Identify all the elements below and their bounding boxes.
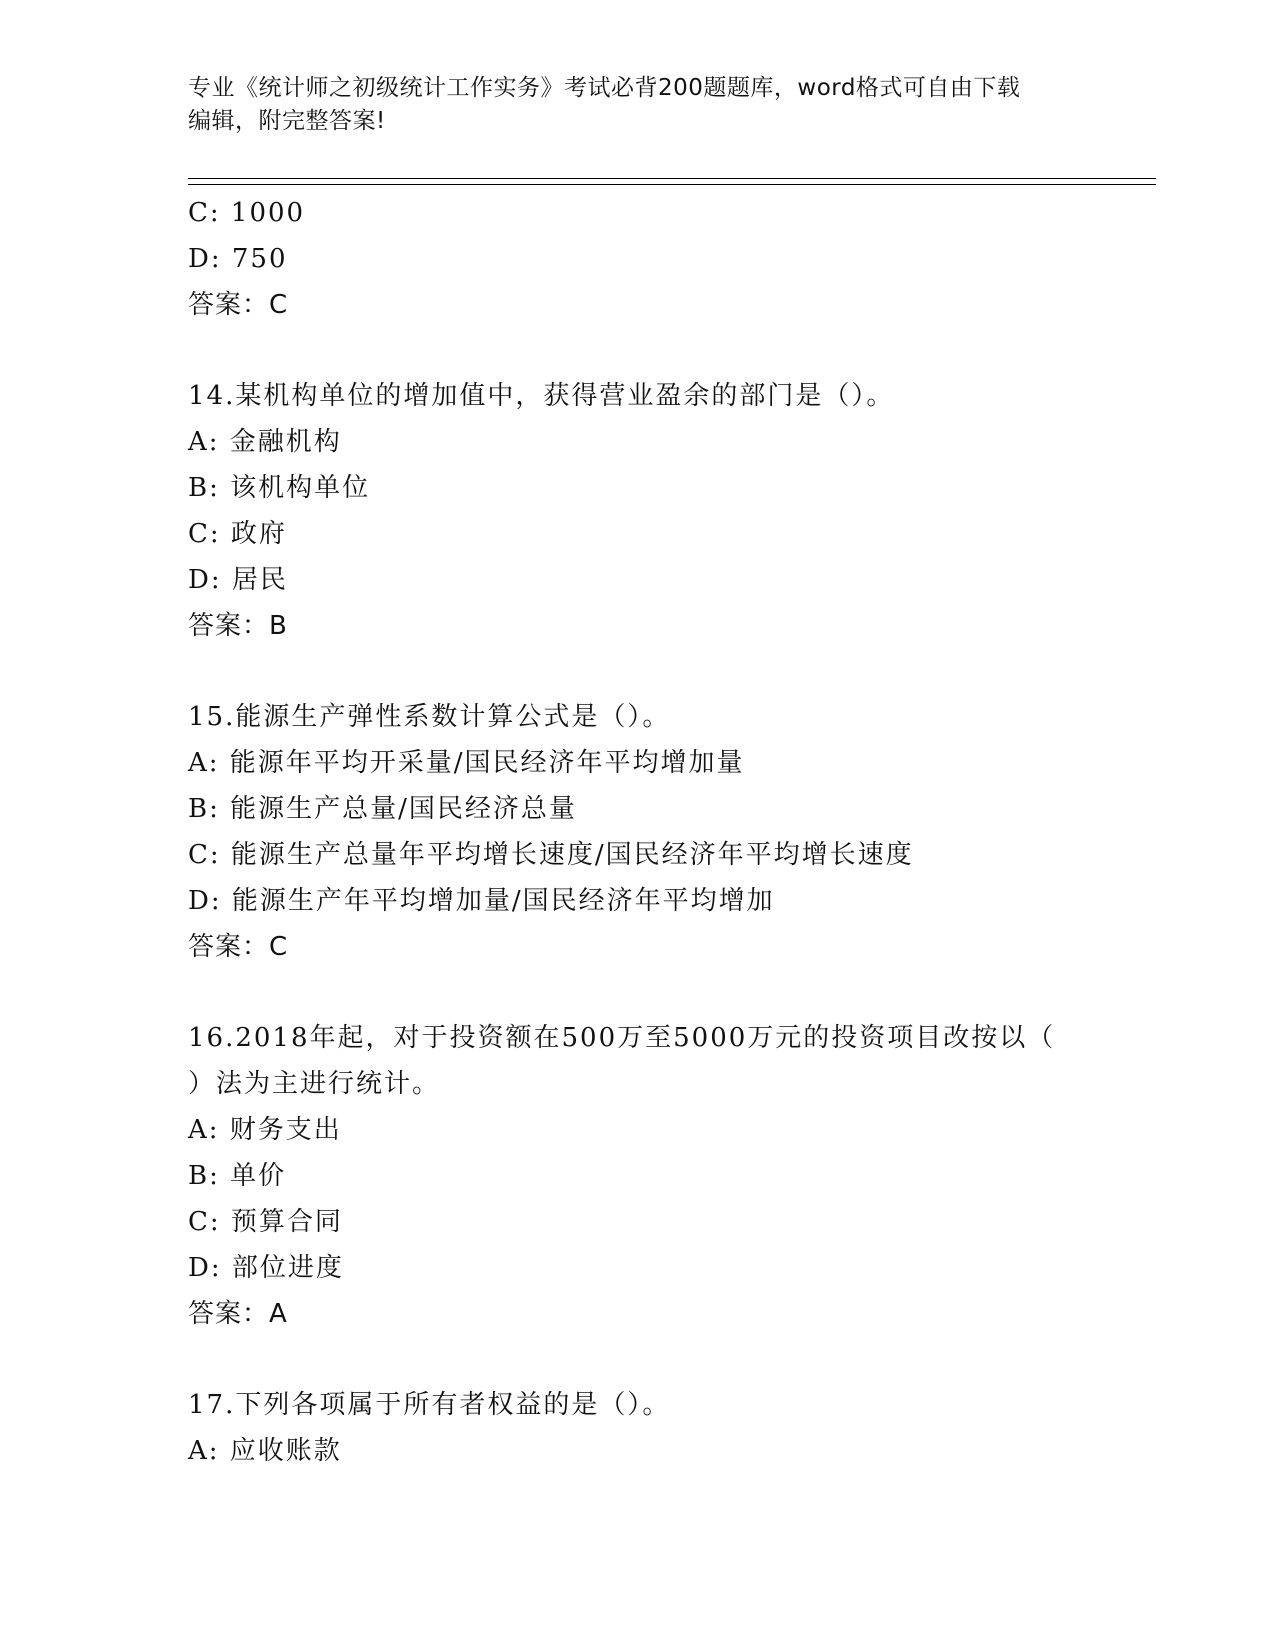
answer-label: 答案：A	[188, 1299, 288, 1329]
answer-label: 答案：B	[188, 611, 288, 641]
option-b: B: 能源生产总量/国民经济总量	[188, 794, 577, 824]
option-c: C: 能源生产总量年平均增长速度/国民经济年平均增长速度	[188, 840, 914, 870]
question-14	[188, 373, 1088, 649]
question-stem: 14.某机构单位的增加值中，获得营业盈余的部门是（）。	[188, 381, 895, 411]
option-a: A: 财务支出	[188, 1115, 342, 1145]
option-d: D: 部位进度	[188, 1253, 344, 1283]
option-b: B: 该机构单位	[188, 473, 371, 503]
option-d: D: 居民	[188, 565, 288, 595]
option-a: A: 应收账款	[188, 1436, 342, 1466]
question-16	[188, 1015, 1088, 1337]
option-d: D: 能源生产年平均增加量/国民经济年平均增加	[188, 886, 775, 916]
spacer	[188, 328, 1088, 373]
question-stem: 15.能源生产弹性系数计算公式是（）。	[188, 702, 671, 732]
option-c: C: 政府	[188, 519, 287, 549]
question-15	[188, 694, 1088, 970]
option-c: C: 1000	[188, 198, 306, 228]
question-stem: 17.下列各项属于所有者权益的是（）。	[188, 1390, 671, 1420]
spacer	[188, 1337, 1088, 1382]
option-d: D: 750	[188, 244, 288, 274]
header-title-line-1: 专业《统计师之初级统计工作实务》考试必背200题题库，word格式可自由下载	[188, 75, 1021, 101]
document-header	[188, 72, 1088, 138]
header-divider	[188, 178, 1156, 185]
option-a: A: 金融机构	[188, 427, 342, 457]
answer-label: 答案：C	[188, 932, 289, 962]
question-stem-line-1: 16.2018年起，对于投资额在500万至5000万元的投资项目改按以（	[188, 1023, 1056, 1053]
option-b: B: 单价	[188, 1161, 287, 1191]
question-17	[188, 1382, 1088, 1474]
question-stem-line-2: ）法为主进行统计。	[188, 1069, 441, 1099]
option-a: A: 能源年平均开采量/国民经济年平均增加量	[188, 748, 745, 778]
option-c: C: 预算合同	[188, 1207, 343, 1237]
question-list	[188, 190, 1088, 1474]
spacer	[188, 970, 1088, 1015]
answer-label: 答案：C	[188, 290, 289, 320]
spacer	[188, 649, 1088, 694]
question-13-continued	[188, 190, 1088, 328]
header-title-line-2: 编辑，附完整答案!	[188, 108, 386, 134]
